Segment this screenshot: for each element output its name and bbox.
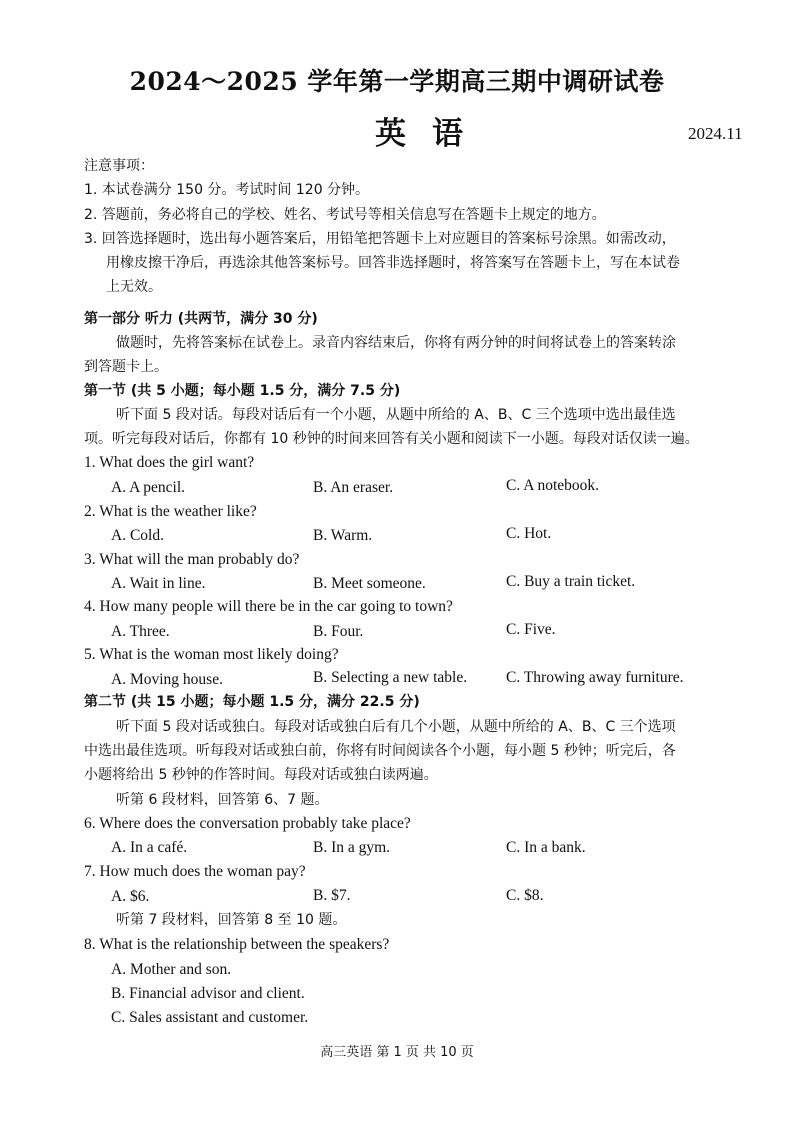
question-3: 3. What will the man probably do? (84, 551, 300, 568)
q4-option-a: A. Three. (111, 623, 170, 640)
section1-heading: 第一节 (共 5 小题；每小题 1.5 分，满分 7.5 分) (84, 383, 401, 399)
part1-intro-1: 做题时，先将答案标在试卷上。录音内容结束后，你将有两分钟的时间将试卷上的答案转涂 (116, 335, 676, 351)
q1-option-c: C. A notebook. (506, 477, 600, 494)
exam-date: 2024.11 (688, 124, 743, 143)
q8-option-a: A. Mother and son. (111, 961, 232, 978)
q5-option-b: B. Selecting a new table. (313, 669, 468, 686)
notice-item-1: 1. 本试卷满分 150 分。考试时间 120 分钟。 (84, 182, 370, 198)
question-4: 4. How many people will there be in the car going to town? (84, 598, 453, 615)
question-1: 1. What does the girl want? (84, 454, 255, 471)
q1-option-b: B. An eraser. (313, 479, 394, 496)
question-2: 2. What is the weather like? (84, 503, 257, 520)
section1-intro-2: 项。听完每段对话后，你都有 10 秒钟的时间来回答有关小题和阅读下一小题。每段对话仅读一遍。 (84, 431, 699, 447)
part1-heading: 第一部分 听力 (共两节，满分 30 分) (84, 311, 318, 327)
q3-option-a: A. Wait in line. (111, 575, 206, 592)
section1-intro-1: 听下面 5 段对话。每段对话后有一个小题，从题中所给的 A、B、C 三个选项中选出最佳选 (116, 407, 676, 423)
q5-option-a: A. Moving house. (111, 671, 223, 688)
q4-option-b: B. Four. (313, 623, 364, 640)
q6-option-c: C. In a bank. (506, 839, 586, 856)
notice-item-3: 3. 回答选择题时，选出每小题答案后，用铅笔把答题卡上对应题目的答案标号涂黑。如需改动， (84, 231, 676, 247)
material-6-instruction: 听第 6 段材料，回答第 6、7 题。 (116, 792, 329, 808)
q2-option-a: A. Cold. (111, 527, 164, 544)
part1-intro-2: 到答题卡上。 (84, 359, 168, 375)
q3-option-c: C. Buy a train ticket. (506, 573, 636, 590)
q8-option-c: C. Sales assistant and customer. (111, 1009, 309, 1026)
q7-option-a: A. $6. (111, 888, 150, 905)
question-6: 6. Where does the conversation probably take place? (84, 815, 411, 832)
page-footer: 高三英语 第 1 页 共 10 页 (320, 1045, 474, 1060)
exam-title: 2024～2025 学年第一学期高三期中调研试卷 (129, 67, 665, 96)
section2-intro-3: 小题将给出 5 秒钟的作答时间。每段对话或独白读两遍。 (84, 767, 438, 783)
notice-item-3-end: 上无效。 (106, 279, 162, 295)
question-5: 5. What is the woman most likely doing? (84, 646, 339, 663)
notice-item-2: 2. 答题前，务必将自己的学校、姓名、考试号等相关信息写在答题卡上规定的地方。 (84, 207, 606, 223)
question-7: 7. How much does the woman pay? (84, 863, 306, 880)
q5-option-c: C. Throwing away furniture. (506, 669, 684, 686)
subject-title: 英语 (375, 116, 489, 152)
notice-item-3-cont: 用橡皮擦干净后，再选涂其他答案标号。回答非选择题时，将答案写在答题卡上，写在本试卷 (106, 255, 680, 271)
q8-option-b: B. Financial advisor and client. (111, 985, 305, 1002)
question-8: 8. What is the relationship between the speakers? (84, 936, 390, 953)
q2-option-b: B. Warm. (313, 527, 373, 544)
q6-option-a: A. In a café. (111, 839, 188, 856)
section2-heading: 第二节 (共 15 小题；每小题 1.5 分，满分 22.5 分) (84, 694, 420, 710)
q4-option-c: C. Five. (506, 621, 556, 638)
q1-option-a: A. A pencil. (111, 479, 186, 496)
section2-intro-1: 听下面 5 段对话或独白。每段对话或独白后有几个小题，从题中所给的 A、B、C 三个选项 (116, 719, 676, 735)
q7-option-c: C. $8. (506, 887, 544, 904)
notice-heading: 注意事项： (84, 158, 154, 174)
section2-intro-2: 中选出最佳选项。听每段对话或独白前，你将有时间阅读各个小题，每小题 5 秒钟；听完后，各 (84, 743, 676, 759)
q6-option-b: B. In a gym. (313, 839, 391, 856)
material-7-instruction: 听第 7 段材料，回答第 8 至 10 题。 (116, 912, 347, 928)
q3-option-b: B. Meet someone. (313, 575, 426, 592)
q2-option-c: C. Hot. (506, 525, 552, 542)
q7-option-b: B. $7. (313, 887, 351, 904)
